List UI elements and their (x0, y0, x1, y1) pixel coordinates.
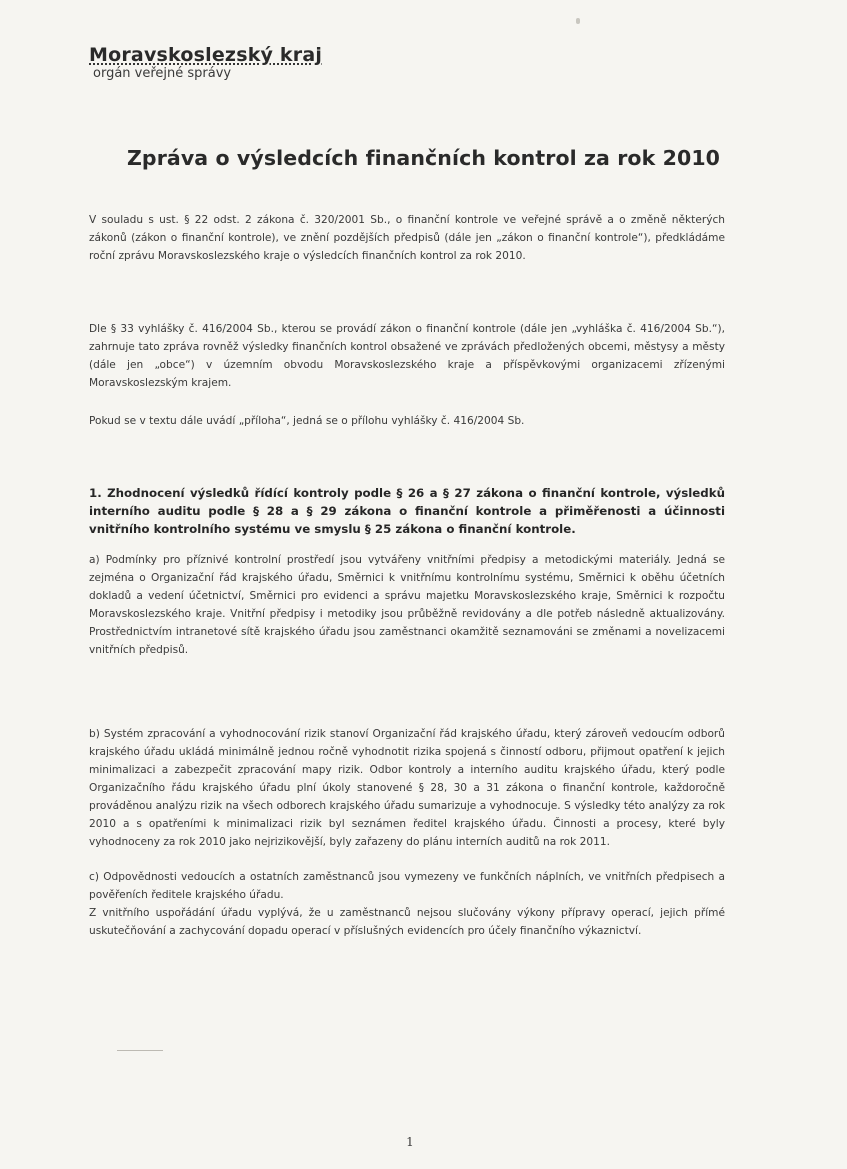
section-1-paragraph-a: a) Podmínky pro příznivé kontrolní prostředí jsou vytvářeny vnitřními předpisy a metodickými materiály. Jedná se zejména o Organizační řád krajského úřadu, Směrnici k vnitřnímu kontrolnímu systému, Směrnici k oběhu účetních dokladů a vedení účetnictví, Směrnici pro evidenci a správu majetku Moravskoslezského kraje, Směrnici k rozpočtu Moravskoslezského kraje. Vnitřní předpisy i metodiky jsou průběžně revidovány a dle potřeb následně aktualizovány. Prostřednictvím intranetové sítě krajského úřadu jsou zaměstnanci okamžitě seznamováni se změnami a novelizacemi vnitřních předpisů. (89, 554, 725, 656)
document-title: Zpráva o výsledcích finančních kontrol za rok 2010 (126, 146, 721, 170)
letterhead (89, 44, 322, 82)
page-number: 1 (406, 1135, 414, 1149)
section-1-paragraph-c: c) Odpovědnosti vedoucích a ostatních zaměstnanců jsou vymezeny ve funkčních náplních, ve vnitřních předpisech a pověřeních ředitele krajského úřadu. (89, 871, 725, 901)
intro-paragraph-1: V souladu s ust. § 22 odst. 2 zákona č. 320/2001 Sb., o finanční kontrole ve veřejné správě a o změně některých zákonů (zákon o finanční kontrole), ve znění pozdějších předpisů (dále jen „zákon o finanční kontrole“), předkládáme roční zprávu Moravskoslezského kraje o výsledcích finančních kontrol za rok 2010. (89, 214, 725, 262)
section-1-paragraph-c-continued: Z vnitřního uspořádání úřadu vyplývá, že u zaměstnanců nejsou slučovány výkony přípravy operací, jejich přímé uskutečňování a zachycování dopadu operací v příslušných evidencích pro účely finančního výkaznictví. (89, 907, 725, 937)
scan-artifact (576, 18, 580, 24)
intro-paragraph-2: Dle § 33 vyhlášky č. 416/2004 Sb., kterou se provádí zákon o finanční kontrole (dále jen „vyhláška č. 416/2004 Sb.“), zahrnuje tato zpráva rovněž výsledky finančních kontrol obsažené ve zprávách předložených obcemi, městysy a městy (dále jen „obce“) v územním obvodu Moravskoslezského kraje a příspěvkovými organizacemi zřízenými Moravskoslezským krajem. (89, 323, 725, 389)
organization-subtitle: orgán veřejné správy (93, 66, 232, 81)
scan-artifact-line (117, 1050, 163, 1051)
intro-paragraph-3: Pokud se v textu dále uvádí „příloha“, jedná se o přílohu vyhlášky č. 416/2004 Sb. (89, 415, 525, 427)
organization-name: Moravskoslezský kraj (89, 44, 323, 66)
section-1-paragraph-b: b) Systém zpracování a vyhodnocování rizik stanoví Organizační řád krajského úřadu, který zároveň vedoucím odborů krajského úřadu ukládá minimálně jednou ročně vyhodnotit rizika spojená s činností odboru, přijmout opatření k jejich minimalizaci a zabezpečit zpracování mapy rizik. Odbor kontroly a interního auditu krajského úřadu, který podle Organizačního řádu krajského úřadu plní úkoly stanovené § 28, 30 a 31 zákona o finanční kontrole, každoročně prováděnou analýzu rizik na všech odborech krajského úřadu sumarizuje a vyhodnocuje. S výsledky této analýzy za rok 2010 a s opatřeními k minimalizaci rizik byl seznámen ředitel krajského úřadu. Činnosti a procesy, které byly vyhodnoceny za rok 2010 jako nejrizikovější, byly zařazeny do plánu interních auditů na rok 2011. (89, 728, 725, 848)
section-1-heading: 1. Zhodnocení výsledků řídící kontroly podle § 26 a § 27 zákona o finanční kontrole, výsledků interního auditu podle § 28 a § 29 zákona o finanční kontrole a přiměřenosti a účinnosti vnitřního kontrolního systému ve smyslu § 25 zákona o finanční kontrole. (89, 486, 725, 536)
